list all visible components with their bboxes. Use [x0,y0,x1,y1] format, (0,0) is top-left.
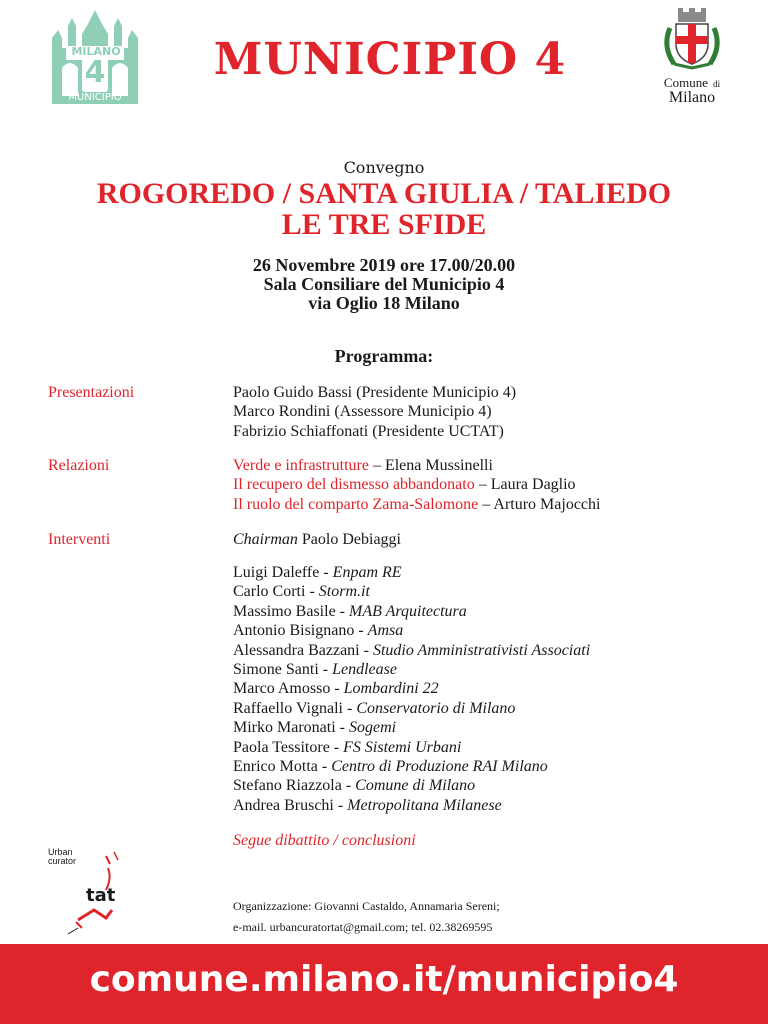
event-title-line-2: LE TRE SFIDE [281,208,487,241]
speaker-org: Sogemi [348,719,397,737]
speaker-name: Stefano Riazzola [233,777,342,795]
speaker-org: FS Sistemi Urbani [343,738,462,756]
speaker-name: Marco Amosso [233,680,331,698]
speaker-name: Enrico Motta [233,758,318,776]
speaker-org: Comune di Milano [355,777,476,795]
list-item [233,738,753,757]
section-label-interventi: Interventi [48,531,111,548]
di-text: di [713,79,721,89]
list-item: Marco Rondini (Assessore Municipio 4) [233,403,492,421]
list-item [233,495,753,514]
talk-speaker: Laura Daglio [490,476,576,494]
municipio-4-logo-icon [48,8,142,104]
list-item [233,718,753,737]
speaker-org: Amsa [367,622,404,640]
footer-url: comune.milano.it/municipio4 [89,959,679,1000]
urban-curator-tat-logo-icon [48,848,148,938]
separator: - [341,777,356,795]
list-item [233,757,753,776]
chairman-name: Paolo Debiaggi [297,531,401,548]
list-item [233,456,753,475]
list-item [233,621,753,640]
speaker-org: Storm.it [318,583,370,601]
event-venue: Sala Consiliare del Municipio 4 [263,274,505,294]
page-title: MUNICIPIO 4 [213,34,567,85]
list-item [233,563,753,582]
list-item [233,796,753,815]
closing-note: Segue dibattito / conclusioni [233,832,416,849]
speaker-org: Lendlease [332,661,397,679]
speaker-name: Andrea Bruschi [233,796,334,814]
separator: - [342,699,357,717]
event-title-line-1: ROGOREDO / SANTA GIULIA / TALIEDO [96,177,672,210]
separator: - [333,796,348,814]
separator: - [317,758,332,776]
talk-topic: Verde e infrastrutture [233,457,369,474]
separator: - [335,602,349,620]
talk-topic: Il recupero del dismesso abbandonato [233,476,475,494]
milano-text: Milano [668,89,716,106]
logo-number: 4 [84,55,106,90]
relazioni-list [233,456,753,514]
logo-tat-text: tat [86,885,116,906]
speaker-org: Metropolitana Milanese [347,796,502,814]
separator: - [318,661,333,679]
separator: – [474,476,491,494]
program-heading: Programma: [334,346,434,366]
logo-milano-text: MILANO [71,45,121,58]
speaker-name: Antonio Bisignano [233,622,355,640]
speaker-name: Alessandra Bazzani [233,641,360,659]
chairman-label: Chairman [233,531,298,548]
section-label-presentazioni: Presentazioni [48,384,135,401]
speaker-org: MAB Arquitectura [349,602,467,620]
separator: - [329,738,344,756]
chairman-line [233,530,753,549]
talk-topic: Il ruolo del comparto Zama-Salomone [233,495,479,513]
speaker-name: Luigi Daleffe [233,564,320,581]
event-address: via Oglio 18 Milano [308,293,460,313]
talk-speaker: Elena Mussinelli [384,457,493,474]
talk-speaker: Arturo Majocchi [493,495,601,513]
comune-di-milano-crest-icon [656,8,728,112]
separator: - [354,622,368,640]
separator: – [368,457,385,474]
organization-info [233,896,500,938]
speaker-org: Lombardini 22 [343,680,439,698]
list-item [233,641,753,660]
speaker-org: Studio Amministrativisti Associati [372,641,591,659]
speaker-org: Centro di Produzione RAI Milano [331,758,548,776]
list-item [233,660,753,679]
logo-urban-text: Urban [48,847,73,857]
speaker-name: Simone Santi [233,661,319,679]
list-item: Fabrizio Schiaffonati (Presidente UCTAT) [233,422,504,440]
speaker-org: Conservatorio di Milano [356,699,516,717]
separator: - [335,719,349,737]
separator: - [359,641,373,659]
speaker-name: Mirko Maronati [233,719,336,737]
list-item [233,475,753,494]
speakers-list [233,563,753,815]
section-label-relazioni: Relazioni [48,457,110,474]
contact-info: e-mail. urbancuratortat@gmail.com; tel. 02.38269595 [233,920,493,934]
event-details [0,256,768,313]
presentazioni-list [233,383,753,441]
list-item [233,602,753,621]
speaker-name: Massimo Basile [233,602,336,620]
speaker-name: Carlo Corti [233,583,306,601]
list-item [233,699,753,718]
logo-curator-text: curator [48,856,77,866]
list-item: Paolo Guido Bassi (Presidente Municipio 4) [233,384,517,401]
separator: – [478,495,494,513]
event-date: 26 Novembre 2019 ore 17.00/20.00 [252,255,516,275]
speaker-name: Paola Tessitore [233,738,330,756]
list-item [233,776,753,795]
organizers: Organizzazione: Giovanni Castaldo, Annamaria Sereni; [233,899,500,913]
separator: - [305,583,319,601]
list-item [233,582,753,601]
list-item [233,679,753,698]
separator: - [330,680,344,698]
speaker-org: Enpam RE [332,564,402,581]
speaker-name: Raffaello Vignali [233,699,343,717]
event-type: Convegno [343,158,425,177]
separator: - [319,564,333,581]
comune-text: Comune [663,75,708,90]
logo-municipio-text: MUNICIPIO [68,92,122,103]
event-title [0,178,768,240]
